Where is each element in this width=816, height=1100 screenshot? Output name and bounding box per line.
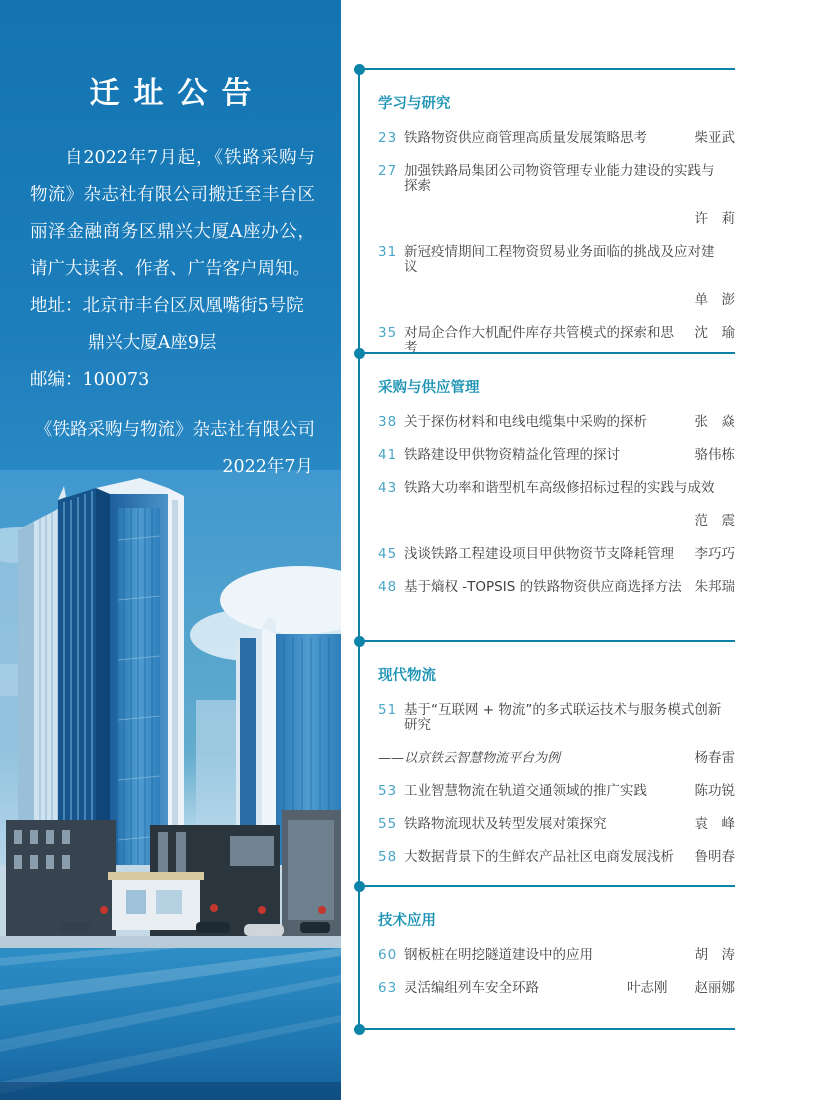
notice-date: 2022年7月 bbox=[222, 457, 313, 477]
toc-page-number: 53 bbox=[378, 783, 398, 799]
toc-row bbox=[378, 245, 735, 275]
toc-article-title: 基于熵权 -TOPSIS 的铁路物资供应商选择方法 bbox=[404, 579, 682, 595]
toc-page-number: 60 bbox=[378, 947, 398, 963]
toc-article-title: 灵活编组列车安全环路 bbox=[404, 980, 539, 996]
toc-article-title: 铁路建设甲供物资精益化管理的探讨 bbox=[404, 447, 620, 463]
toc-page-number: 35 bbox=[378, 325, 398, 341]
toc-article-title: 新冠疫情期间工程物资贸易业务面临的挑战及应对建议 bbox=[404, 244, 715, 275]
toc-author: 沈 瑜 bbox=[694, 325, 735, 341]
toc-article-title: 铁路大功率和谐型机车高级修招标过程的实践与成效 bbox=[404, 480, 715, 496]
toc-sections bbox=[358, 68, 735, 1028]
toc-row bbox=[378, 703, 735, 733]
toc-author: 朱邦瑞 bbox=[694, 579, 735, 595]
toc-article-title: 基于“互联网 + 物流”的多式联运技术与服务模式创新研究 bbox=[404, 702, 722, 733]
notice-paragraph: 自2022年7月起，《铁路采购与物流》杂志社有限公司搬迁至丰台区丽泽金融商务区鼎兴大厦A座办公，请广大读者、作者、广告客户周知。 bbox=[30, 148, 315, 279]
toc-row bbox=[358, 293, 735, 308]
toc-page-number: 31 bbox=[378, 244, 398, 260]
toc-page-number: 41 bbox=[378, 447, 398, 463]
cityscape-illustration bbox=[0, 470, 341, 1100]
toc-article-title: 浅谈铁路工程建设项目甲供物资节支降耗管理 bbox=[404, 546, 674, 562]
toc-page-number: 55 bbox=[378, 816, 398, 832]
toc-article-title: 铁路物资供应商管理高质量发展策略思考 bbox=[404, 130, 647, 146]
toc-row bbox=[358, 514, 735, 529]
toc-author: 杨春雷 bbox=[694, 750, 735, 766]
notice-address-line2: 鼎兴大厦A座9层 bbox=[87, 333, 217, 353]
toc-section bbox=[358, 68, 735, 356]
toc-article-title: 工业智慧物流在轨道交通领域的推广实践 bbox=[404, 783, 647, 799]
toc-author: 陈功锐 bbox=[694, 783, 735, 799]
toc-page-number: 45 bbox=[378, 546, 398, 562]
section-marker-dot bbox=[354, 636, 365, 647]
toc-author: 鲁明春 bbox=[694, 849, 735, 865]
toc-row bbox=[378, 547, 735, 562]
toc-row bbox=[378, 784, 735, 799]
toc-page-number: 48 bbox=[378, 579, 398, 595]
toc-row bbox=[378, 850, 735, 865]
toc-section-title: 学习与研究 bbox=[378, 96, 451, 112]
toc-page-number: 63 bbox=[378, 980, 398, 996]
toc-section-title: 现代物流 bbox=[378, 668, 436, 684]
toc-row bbox=[378, 415, 735, 430]
toc-section bbox=[358, 885, 735, 1028]
toc-section bbox=[358, 352, 735, 640]
toc-page-number: 51 bbox=[378, 702, 398, 718]
toc-author: 骆伟栋 bbox=[694, 447, 735, 463]
toc-closing-rule bbox=[358, 1028, 735, 1030]
toc-section-title: 采购与供应管理 bbox=[378, 380, 480, 396]
toc-article-title: 大数据背景下的生鲜农产品社区电商发展浅析 bbox=[404, 849, 674, 865]
toc-article-title: 钢板桩在明挖隧道建设中的应用 bbox=[404, 947, 593, 963]
toc-article-title: 铁路物流现状及转型发展对策探究 bbox=[404, 816, 607, 832]
toc-row bbox=[358, 212, 735, 227]
toc-row bbox=[378, 164, 735, 194]
toc-author: 李巧巧 bbox=[694, 546, 735, 562]
toc-author: 单 澎 bbox=[694, 292, 735, 308]
toc-article-title: 对局企合作大机配件库存共管模式的探索和思考 bbox=[404, 325, 674, 356]
toc-article-subtitle: ——以京铁云智慧物流平台为例 bbox=[378, 751, 561, 766]
toc-row bbox=[378, 981, 735, 996]
toc-author: 叶志刚 赵丽娜 bbox=[627, 980, 735, 996]
toc-section-title: 技术应用 bbox=[378, 913, 436, 929]
toc-section bbox=[358, 640, 735, 885]
toc-row bbox=[378, 817, 735, 832]
toc-author: 张 焱 bbox=[694, 414, 735, 430]
toc-row bbox=[378, 481, 735, 496]
toc-author: 范 震 bbox=[694, 513, 735, 529]
toc-page-number: 58 bbox=[378, 849, 398, 865]
notice-postcode: 邮编：100073 bbox=[30, 370, 150, 390]
toc-page-number: 38 bbox=[378, 414, 398, 430]
section-marker-dot bbox=[354, 881, 365, 892]
toc-page-number: 43 bbox=[378, 480, 398, 496]
notice-title: 迁址公告 bbox=[89, 76, 266, 111]
toc-author: 柴亚武 bbox=[694, 130, 735, 146]
toc-article-title: 加强铁路局集团公司物资管理专业能力建设的实践与探索 bbox=[404, 163, 715, 194]
toc-author: 胡 涛 bbox=[694, 947, 735, 963]
notice-address-line1: 地址：北京市丰台区凤凰嘴街5号院 bbox=[30, 296, 304, 316]
toc-row bbox=[378, 751, 735, 766]
section-marker-dot bbox=[354, 348, 365, 359]
relocation-notice-panel bbox=[0, 0, 341, 1100]
toc-row bbox=[378, 580, 735, 595]
section-marker-dot bbox=[354, 1024, 365, 1035]
toc-page-number: 27 bbox=[378, 163, 398, 179]
toc-row bbox=[378, 948, 735, 963]
toc-author: 许 莉 bbox=[694, 211, 735, 227]
toc-row bbox=[378, 131, 735, 146]
table-of-contents bbox=[358, 68, 735, 1030]
toc-author: 袁 峰 bbox=[694, 816, 735, 832]
toc-page-number: 23 bbox=[378, 130, 398, 146]
section-marker-dot bbox=[354, 64, 365, 75]
notice-signature: 《铁路采购与物流》杂志社有限公司 bbox=[35, 420, 315, 440]
toc-article-title: 关于探伤材料和电线电缆集中采购的探析 bbox=[404, 414, 647, 430]
toc-row bbox=[378, 448, 735, 463]
